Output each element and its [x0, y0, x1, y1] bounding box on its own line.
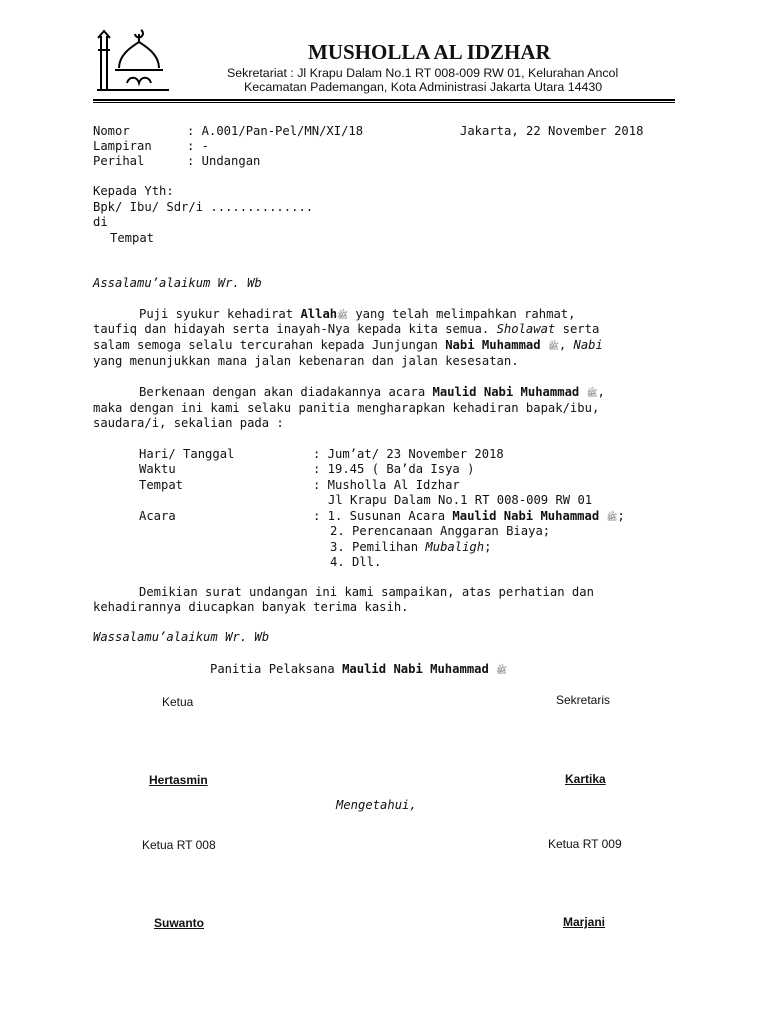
- rt008-title: Ketua RT 008: [142, 838, 216, 852]
- lampiran-label: Lampiran: [93, 139, 152, 153]
- tempat-value-2: Jl Krapu Dalam No.1 RT 008-009 RW 01: [328, 493, 593, 507]
- tempat-value-1: : Musholla Al Idzhar: [313, 478, 460, 492]
- address-line-1: Sekretariat : Jl Krapu Dalam No.1 RT 008-009 RW 01, Kelurahan Ancol: [227, 66, 619, 80]
- saw-honorific-icon: ﷺ: [586, 389, 598, 399]
- letter-date: Jakarta, 22 November 2018: [460, 124, 644, 138]
- sekretaris-title: Sekretaris: [556, 693, 611, 707]
- nomor-label: Nomor: [93, 124, 130, 138]
- closing-line-2: kehadirannya diucapkan banyak terima kasih.: [93, 600, 409, 614]
- rt009-title: Ketua RT 009: [548, 837, 622, 851]
- saw-honorific-icon: ﷺ: [606, 513, 618, 523]
- hari-value: : Jum’at/ 23 November 2018: [313, 447, 504, 461]
- closing-line-1: Demikian surat undangan ini kami sampaikan, atas perhatian dan: [139, 585, 594, 599]
- acara-label: Acara: [139, 509, 176, 523]
- recipient-line-2: Bpk/ Ibu/ Sdr/i ..............: [93, 200, 314, 214]
- para2-line-2: maka dengan ini kami selaku panitia mengharapkan kehadiran bapak/ibu,: [93, 401, 600, 415]
- acara-item-3: 3. Pemilihan Mubaligh;: [330, 540, 492, 554]
- nomor-value: : A.001/Pan-Pel/MN/XI/18: [187, 124, 364, 138]
- ketua-title: Ketua: [162, 695, 194, 709]
- acara-item-2: 2. Perencanaan Anggaran Biaya;: [330, 524, 551, 538]
- perihal-label: Perihal: [93, 154, 145, 168]
- acara-item-1: : 1. Susunan Acara Maulid Nabi Muhammad ﷺ;: [313, 509, 625, 523]
- tempat-label: Tempat: [139, 478, 184, 492]
- org-name: MUSHOLLA AL IDZHAR: [308, 40, 551, 64]
- saw-honorific-icon: ﷺ: [337, 311, 348, 321]
- mengetahui: Mengetahui,: [336, 798, 417, 812]
- acara-item-4: 4. Dll.: [330, 555, 382, 569]
- greeting: Assalamu’alaikum Wr. Wb: [93, 276, 262, 290]
- header-rule-thin: [93, 102, 675, 103]
- waktu-label: Waktu: [139, 462, 176, 476]
- para1-line-1: Puji syukur kehadirat Allahﷺ yang telah melimpahkan rahmat,: [139, 307, 576, 321]
- rt008-name: Suwanto: [154, 916, 204, 930]
- ketua-name: Hertasmin: [149, 773, 208, 787]
- recipient-line-3: di: [93, 215, 108, 229]
- para1-line-3: salam semoga selalu tercurahan kepada Junjungan Nabi Muhammad ﷺ, Nabi: [93, 338, 603, 352]
- sekretaris-name: Kartika: [565, 772, 606, 786]
- recipient-line-1: Kepada Yth:: [93, 184, 174, 198]
- waktu-value: : 19.45 ( Ba’da Isya ): [313, 462, 475, 476]
- closing-salam: Wassalamu’alaikum Wr. Wb: [93, 630, 270, 644]
- recipient-line-4: Tempat: [110, 231, 155, 245]
- para1-line-2: taufiq dan hidayah serta inayah-Nya kepada kita semua. Sholawat serta: [93, 322, 600, 336]
- saw-honorific-icon: ﷺ: [496, 666, 508, 676]
- rt009-name: Marjani: [563, 915, 606, 929]
- hari-label: Hari/ Tanggal: [139, 447, 235, 461]
- address-line-2: Kecamatan Pademangan, Kota Administrasi Jakarta Utara 14430: [244, 80, 603, 94]
- mosque-logo-icon: [93, 28, 173, 94]
- para2-line-3: saudara/i, sekalian pada :: [93, 416, 284, 430]
- header-rule: [93, 99, 675, 101]
- para2-line-1: Berkenaan dengan akan diadakannya acara Maulid Nabi Muhammad ﷺ,: [139, 385, 605, 399]
- lampiran-value: : -: [187, 139, 210, 153]
- saw-honorific-icon: ﷺ: [547, 342, 559, 352]
- perihal-value: : Undangan: [187, 154, 261, 168]
- para1-line-4: yang menunjukkan mana jalan kebenaran dan jalan kesesatan.: [93, 354, 519, 368]
- panitia-line: Panitia Pelaksana Maulid Nabi Muhammad ﷺ: [210, 662, 508, 676]
